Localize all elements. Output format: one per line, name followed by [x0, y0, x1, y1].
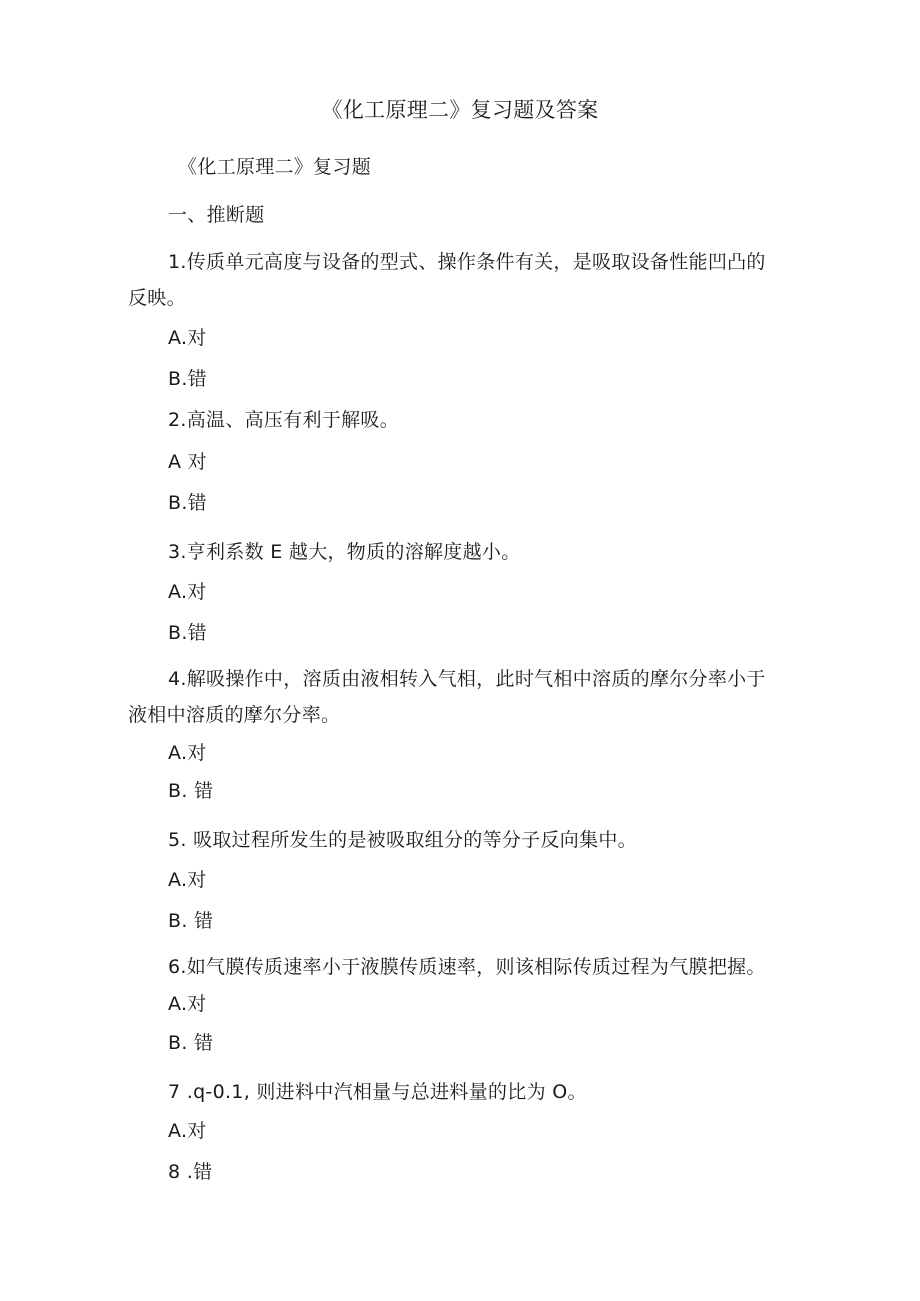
question-4-line-2: 液相中溶质的摩尔分率。	[128, 704, 341, 726]
question-1-option-b: B.错	[168, 368, 207, 390]
document-title: 《化工原理二》复习题及答案	[321, 98, 599, 122]
question-3-option-b: B.错	[168, 622, 207, 644]
question-6-option-b: B. 错	[168, 1032, 214, 1054]
question-5-line-1: 5. 吸取过程所发生的是被吸取组分的等分子反向集中。	[168, 829, 637, 851]
question-3-option-a: A.对	[168, 581, 207, 603]
question-4-option-a: A.对	[168, 742, 207, 764]
question-1-line-2: 反映。	[128, 287, 186, 309]
question-3-line-1: 3.亨利系数 E 越大，物质的溶解度越小。	[168, 541, 521, 563]
question-7-option-a: A.对	[168, 1120, 207, 1142]
question-6-option-a: A.对	[168, 993, 207, 1015]
question-2-line-1: 2.高温、高压有利于解吸。	[168, 409, 400, 431]
question-6-line-1: 6.如气膜传质速率小于液膜传质速率，则该相际传质过程为气膜把握。	[168, 956, 766, 978]
question-2-option-a: A 对	[168, 451, 207, 473]
question-1-option-a: A.对	[168, 327, 207, 349]
question-7-line-1: 7 .q-0.1, 则进料中汽相量与总进料量的比为 O。	[168, 1081, 587, 1103]
section-heading: 一、推断题	[168, 204, 265, 226]
question-5-option-a: A.对	[168, 869, 207, 891]
question-4-line-1: 4.解吸操作中，溶质由液相转入气相，此时气相中溶质的摩尔分率小于	[168, 668, 766, 690]
question-7-option-b: 8 .错	[168, 1161, 213, 1183]
question-5-option-b: B. 错	[168, 910, 214, 932]
document-subtitle: 《化工原理二》复习题	[178, 156, 372, 178]
question-1-line-1: 1.传质单元高度与设备的型式、操作条件有关，是吸取设备性能凹凸的	[168, 251, 766, 273]
question-2-option-b: B.错	[168, 492, 207, 514]
question-4-option-b: B. 错	[168, 780, 214, 802]
